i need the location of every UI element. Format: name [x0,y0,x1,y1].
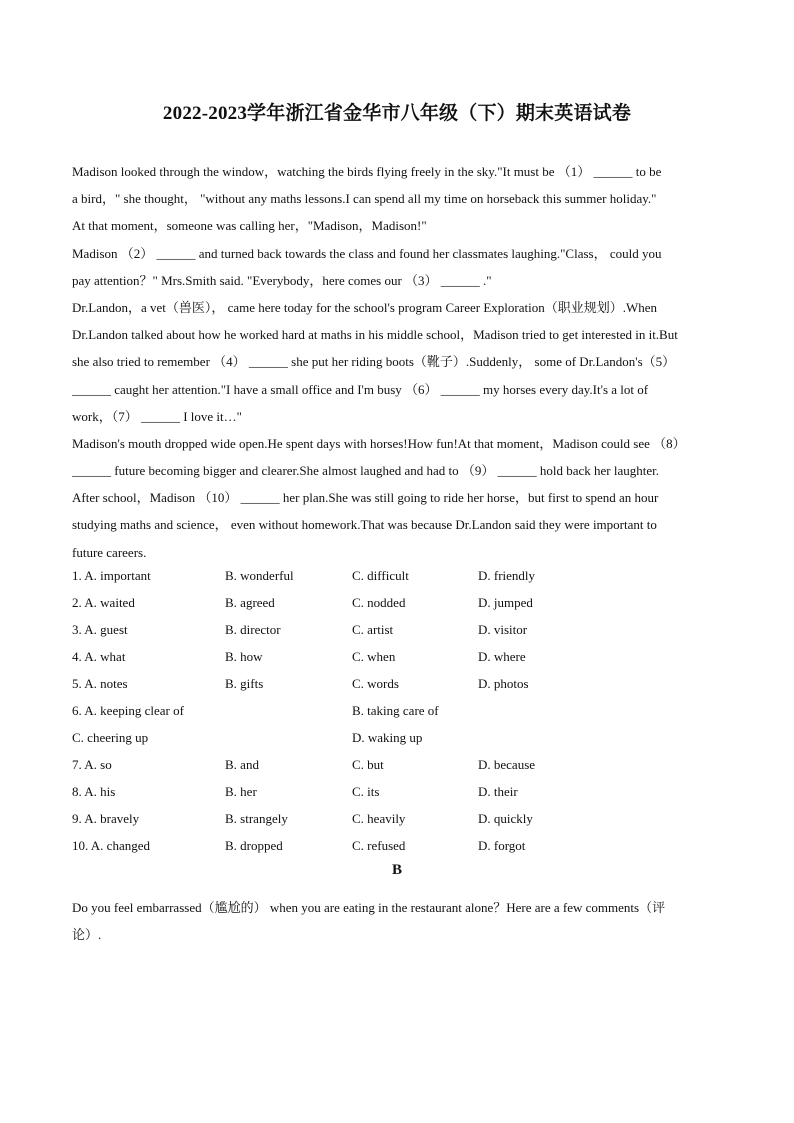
passage-line: ______ caught her attention."I have a small office and I'm busy （6） ______ my horses every day.It's a lot of [72,381,649,397]
option-b: B. and [225,757,259,772]
option-b: B. dropped [225,838,283,853]
question-row [72,778,732,805]
passage-line: Dr.Landon talked about how he worked hard at maths in his middle school，Madison tried to get interested in it.But [72,327,678,343]
option-a: 9. A. bravely [72,811,140,826]
option-d: D. quickly [478,811,533,826]
question-row [72,643,732,670]
passage-line: studying maths and science， even without homework.That was because Dr.Landon said they were important to [72,517,657,533]
section-b-intro [72,894,732,948]
question-row [72,562,732,589]
page-title: 2022-2023学年浙江省金华市八年级（下）期末英语试卷 [162,103,632,124]
passage-line: she also tried to remember （4） ______ she put her riding boots（靴子）.Suddenly， some of Dr.Landon's（5） [72,354,676,370]
option-c: C. words [352,676,399,691]
option-a: 7. A. so [72,757,112,772]
section-heading: B [391,862,402,878]
option-a: 8. A. his [72,784,116,799]
option-c: C. refused [352,838,406,853]
question-row [72,751,732,778]
option-a: 10. A. changed [72,838,150,853]
passage-line: At that moment，someone was calling her，"Madison，Madison!" [72,218,427,234]
question-row [72,832,732,859]
passage-line: Madison looked through the window，watching the birds flying freely in the sky."It must be （1） ______ to be [72,164,662,179]
option-d: D. jumped [478,595,533,610]
option-a: 2. A. waited [72,595,135,610]
intro-line: 论）. [72,927,102,942]
option-d: D. their [478,784,518,799]
answer-options [72,562,732,859]
option-a: 6. A. keeping clear of [72,703,184,718]
passage-line: After school，Madison （10） ______ her plan.She was still going to ride her horse，but first to spend an hour [72,490,659,506]
option-b: B. how [225,649,263,664]
question-row [72,697,732,724]
option-c: C. when [352,649,396,664]
option-a: 3. A. guest [72,622,128,637]
option-c: C. heavily [352,811,406,826]
option-c: C. artist [352,622,394,637]
question-row [72,616,732,643]
passage-line: work，（7） ______ I love it…" [72,408,242,424]
intro-line: Do you feel embarrassed（尴尬的） when you are eating in the restaurant alone？Here are a few comments（评 [72,900,666,915]
passage-line: Madison （2） ______ and turned back towards the class and found her classmates laughing."Class， could you [72,245,662,261]
option-b: B. wonderful [225,568,294,583]
passage-line: Dr.Landon，a vet（兽医）， came here today for the school's program Career Exploration（职业规划）.When [72,299,658,315]
option-a: 1. A. important [72,568,151,583]
option-c: C. its [352,784,380,799]
question-row [72,589,732,616]
option-c: C. difficult [352,568,409,583]
passage-line: pay attention？" Mrs.Smith said. "Everybody，here comes our （3） ______ ." [72,272,492,288]
option-b: B. director [225,622,281,637]
option-d: D. friendly [478,568,536,583]
option-d: D. waking up [352,730,423,745]
option-b: B. gifts [225,676,264,691]
question-row [72,724,732,751]
passage-line: a bird，" she thought， "without any maths lessons.I can spend all my time on horseback this summer holiday." [72,191,657,207]
option-d: D. because [478,757,536,772]
passage-line: future careers. [72,544,147,560]
option-b: B. taking care of [352,703,439,718]
passage-line: ______ future becoming bigger and clearer.She almost laughed and had to （9） ______ hold back her laughter. [72,463,660,479]
option-b: B. her [225,784,257,799]
question-row [72,670,732,697]
passage-line: Madison's mouth dropped wide open.He spent days with horses!How fun!At that moment，Madison could see （8） [72,435,686,451]
option-b: B. strangely [225,811,288,826]
option-d: D. where [478,649,526,664]
option-d: D. photos [478,676,529,691]
option-c: C. but [352,757,384,772]
question-row [72,805,732,832]
option-d: D. forgot [478,838,526,853]
option-c: C. cheering up [72,730,149,745]
option-a: 5. A. notes [72,676,128,691]
option-c: C. nodded [352,595,406,610]
option-b: B. agreed [225,595,275,610]
option-a: 4. A. what [72,649,126,664]
option-d: D. visitor [478,622,528,637]
reading-passage [72,158,732,566]
